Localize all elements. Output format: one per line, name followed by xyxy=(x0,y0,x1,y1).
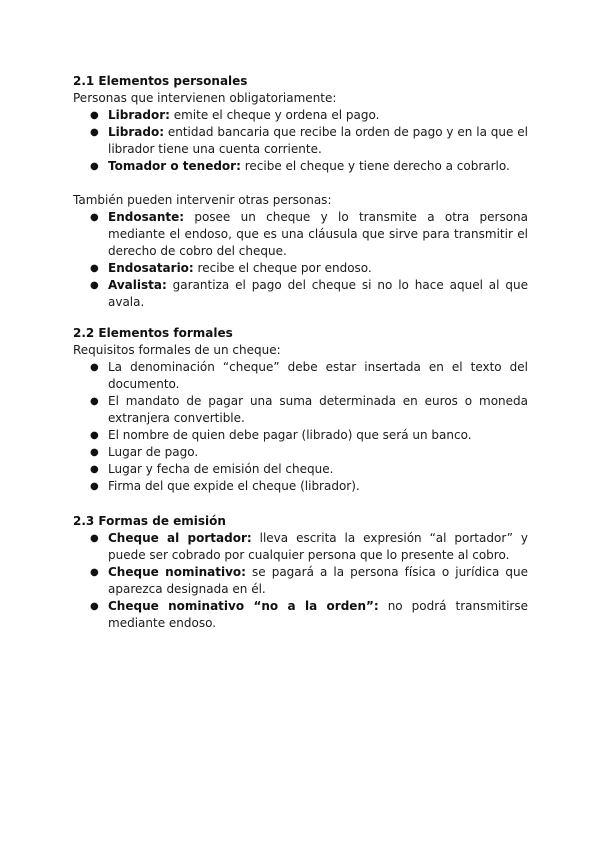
item-text: se pagará a la persona física o jurídica que aparezca designada en él. xyxy=(108,565,529,596)
section-intro: Personas que intervienen obligatoriamente: xyxy=(73,91,337,105)
section-formas-de-emision xyxy=(73,513,528,632)
section-heading: 2.2 Elementos formales xyxy=(73,326,233,340)
item-text: posee un cheque y lo transmite a otra persona mediante el endoso, que es una cláusula que sirve para transmitir el derecho de cobro del cheque. xyxy=(108,210,528,258)
list-item xyxy=(73,260,528,277)
bullet-icon: ● xyxy=(90,567,99,578)
item-term: Endosante: xyxy=(108,210,185,224)
item-term: Cheque nominativo “no a la orden”: xyxy=(108,599,379,613)
bullet-icon: ● xyxy=(90,601,99,612)
bullet-icon: ● xyxy=(90,212,99,223)
bullet-icon: ● xyxy=(90,447,99,458)
item-text: La denominación “cheque” debe estar insertada en el texto del documento. xyxy=(108,360,528,391)
item-text: recibe el cheque y tiene derecho a cobrarlo. xyxy=(240,159,510,173)
item-text: lleva escrita la expresión “al portador” y puede ser cobrado por cualquier persona que lo presente al cobro. xyxy=(108,531,529,562)
bullet-icon: ● xyxy=(90,280,99,291)
list-item xyxy=(73,427,528,444)
item-term: Cheque nominativo: xyxy=(108,565,246,579)
item-term: Librador: xyxy=(108,108,170,122)
bullet-icon: ● xyxy=(90,161,99,172)
section-intro: Requisitos formales de un cheque: xyxy=(73,343,281,357)
item-text: no podrá transmitirse mediante endoso. xyxy=(108,599,529,630)
bullet-list xyxy=(73,530,528,632)
item-text: emite el cheque y ordena el pago. xyxy=(169,108,380,122)
list-item xyxy=(73,277,528,311)
item-text: Firma del que expide el cheque (librador). xyxy=(108,479,360,493)
bullet-icon: ● xyxy=(90,127,99,138)
list-item xyxy=(73,209,528,260)
bullet-icon: ● xyxy=(90,110,99,121)
list-item xyxy=(73,444,528,461)
bullet-icon: ● xyxy=(90,263,99,274)
item-text: Lugar de pago. xyxy=(108,445,199,459)
item-text: garantiza el pago del cheque si no lo hace aquel al que avala. xyxy=(108,278,528,309)
list-item xyxy=(73,461,528,478)
section-elementos-personales xyxy=(73,73,528,311)
section-heading: 2.3 Formas de emisión xyxy=(73,514,226,528)
item-text: recibe el cheque por endoso. xyxy=(193,261,372,275)
list-item xyxy=(73,530,528,564)
section-heading: 2.1 Elementos personales xyxy=(73,74,248,88)
bullet-list xyxy=(73,107,528,175)
item-term: Avalista: xyxy=(108,278,167,292)
item-term: Librado: xyxy=(108,125,164,139)
bullet-icon: ● xyxy=(90,481,99,492)
list-item xyxy=(73,478,528,495)
list-item xyxy=(73,359,528,393)
list-item xyxy=(73,107,528,124)
bullet-icon: ● xyxy=(90,430,99,441)
list-item xyxy=(73,158,528,175)
section-elementos-formales xyxy=(73,325,528,495)
bullet-list xyxy=(73,209,528,311)
item-text: El mandato de pagar una suma determinada en euros o moneda extranjera convertible. xyxy=(108,394,528,425)
list-item xyxy=(73,393,528,427)
item-term: Cheque al portador: xyxy=(108,531,252,545)
item-text: entidad bancaria que recibe la orden de pago y en la que el librador tiene una cuenta corriente. xyxy=(108,125,528,156)
list-item xyxy=(73,564,528,598)
bullet-icon: ● xyxy=(90,533,99,544)
item-term: Endosatario: xyxy=(108,261,194,275)
bullet-icon: ● xyxy=(90,362,99,373)
bullet-list xyxy=(73,359,528,495)
bullet-icon: ● xyxy=(90,396,99,407)
list-item xyxy=(73,124,528,158)
item-term: Tomador o tenedor: xyxy=(108,159,241,173)
item-text: El nombre de quien debe pagar (librado) que será un banco. xyxy=(108,428,472,442)
list-item xyxy=(73,598,528,632)
item-text: Lugar y fecha de emisión del cheque. xyxy=(108,462,334,476)
bullet-icon: ● xyxy=(90,464,99,475)
section-intro-secondary: También pueden intervenir otras personas: xyxy=(73,193,332,207)
